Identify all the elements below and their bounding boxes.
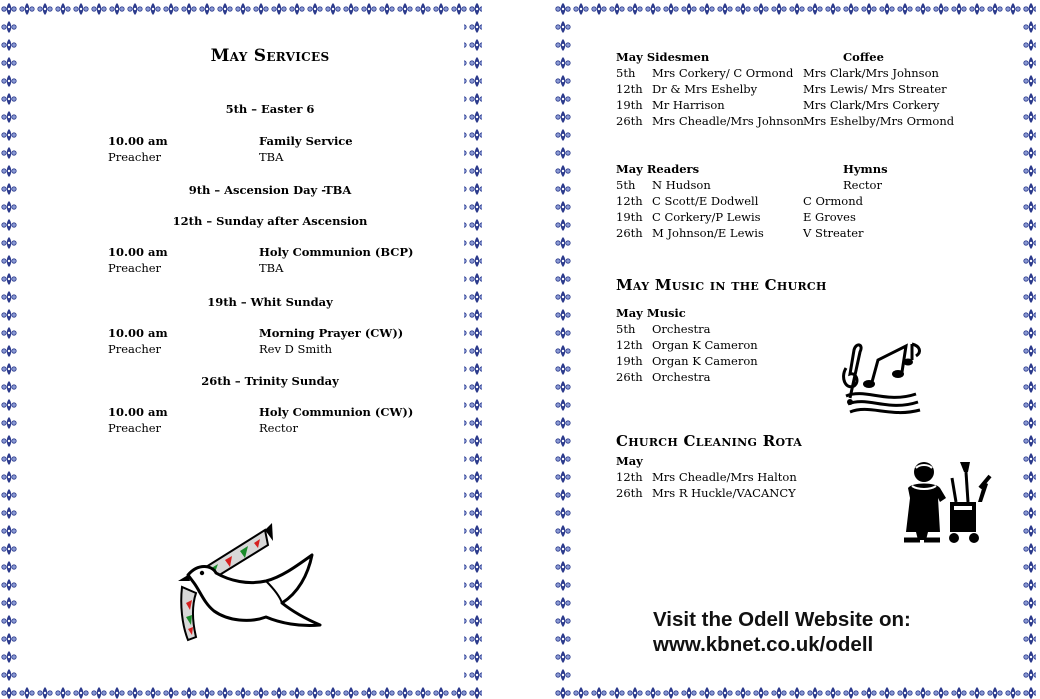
service-time-row (108, 245, 438, 261)
date-cell: 26th (616, 114, 643, 128)
sidesmen-table (616, 50, 976, 130)
readers-table (616, 162, 976, 242)
service-day: 26th – Trinity Sunday (201, 374, 339, 388)
service-time: 10.00 am (108, 405, 168, 419)
preacher-name: Rector (259, 421, 298, 435)
section-title-music: May Music in the Church (616, 276, 827, 294)
table-row (616, 114, 976, 130)
dove-icon (170, 515, 330, 650)
preacher-name: TBA (259, 261, 284, 275)
preacher-name: TBA (259, 150, 284, 164)
table-row (616, 194, 976, 210)
table-header (616, 306, 976, 322)
name-cell: Mrs Corkery/ C Ormond (652, 66, 794, 80)
date-cell: 5th (616, 66, 636, 80)
service-name: Morning Prayer (CW)) (259, 326, 404, 340)
name-cell: Mrs R Huckle/VACANCY (652, 486, 796, 500)
name-cell: Mrs Lewis/ Mrs Streater (803, 82, 947, 96)
column-header: May Sidesmen (616, 50, 710, 64)
service-day: 19th – Whit Sunday (207, 295, 333, 309)
column-header: May Readers (616, 162, 700, 176)
name-cell: Mrs Eshelby/Mrs Ormond (803, 114, 955, 128)
date-cell: 19th (616, 210, 643, 224)
name-cell: Mr Harrison (652, 98, 725, 112)
service-name: Holy Communion (BCP) (259, 245, 414, 259)
preacher-row (108, 421, 438, 437)
cleaner-icon (894, 458, 994, 548)
date-cell: 26th (616, 226, 643, 240)
service-time-row (108, 405, 438, 421)
service-name: Family Service (259, 134, 353, 148)
service-time-row (108, 326, 438, 342)
name-cell: Mrs Clark/Mrs Johnson (803, 66, 939, 80)
service-time: 10.00 am (108, 245, 168, 259)
table-row (616, 98, 976, 114)
service-day: 9th – Ascension Day -TBA (188, 183, 352, 197)
date-cell: 12th (616, 470, 643, 484)
name-cell: Organ K Cameron (652, 338, 758, 352)
name-cell: Mrs Cheadle/Mrs Halton (652, 470, 797, 484)
column-header: May Music (616, 306, 686, 320)
name-cell: C Scott/E Dodwell (652, 194, 759, 208)
table-row (616, 82, 976, 98)
date-cell: 12th (616, 82, 643, 96)
name-cell: C Ormond (803, 194, 863, 208)
name-cell: N Hudson (652, 178, 711, 192)
date-cell: 26th (616, 486, 643, 500)
services-content (108, 46, 438, 437)
website-caption: Visit the Odell Website on: (653, 608, 911, 631)
service-name: Holy Communion (CW)) (259, 405, 414, 419)
right-page (554, 0, 1036, 699)
service-day: 5th – Easter 6 (225, 102, 315, 116)
table-row (616, 178, 976, 194)
preacher-label: Preacher (108, 421, 162, 435)
preacher-row (108, 150, 438, 166)
preacher-label: Preacher (108, 342, 162, 356)
rota-content (616, 50, 976, 502)
service-time-row (108, 134, 438, 150)
name-cell: Rector (843, 178, 882, 192)
date-cell: 5th (616, 178, 636, 192)
date-cell: 12th (616, 194, 643, 208)
music-notes-icon (836, 338, 926, 418)
name-cell: M Johnson/E Lewis (652, 226, 764, 240)
table-header (616, 50, 976, 66)
service-day: 12th – Sunday after Ascension (172, 214, 368, 228)
preacher-name: Rev D Smith (259, 342, 332, 356)
name-cell: Mrs Cheadle/Mrs Johnson (652, 114, 804, 128)
service-time: 10.00 am (108, 326, 168, 340)
table-row (616, 210, 976, 226)
service-time: 10.00 am (108, 134, 168, 148)
date-cell: 19th (616, 354, 643, 368)
preacher-row (108, 261, 438, 277)
table-row (616, 66, 976, 82)
name-cell: C Corkery/P Lewis (652, 210, 761, 224)
name-cell: Orchestra (652, 322, 711, 336)
table-header (616, 162, 976, 178)
left-page (0, 0, 482, 699)
page-title: May Services (210, 46, 330, 66)
preacher-label: Preacher (108, 150, 162, 164)
column-header: May (616, 454, 643, 468)
preacher-row (108, 342, 438, 358)
name-cell: V Streater (803, 226, 864, 240)
website-block (653, 607, 983, 657)
website-url: www.kbnet.co.uk/odell (653, 633, 874, 656)
name-cell: Organ K Cameron (652, 354, 758, 368)
name-cell: Dr & Mrs Eshelby (652, 82, 758, 96)
name-cell: E Groves (803, 210, 856, 224)
section-title-cleaning: Church Cleaning Rota (616, 432, 803, 450)
name-cell: Orchestra (652, 370, 711, 384)
name-cell: Mrs Clark/Mrs Corkery (803, 98, 940, 112)
column-header: Coffee (843, 50, 884, 64)
date-cell: 5th (616, 322, 636, 336)
date-cell: 12th (616, 338, 643, 352)
preacher-label: Preacher (108, 261, 162, 275)
date-cell: 19th (616, 98, 643, 112)
table-row (616, 322, 976, 338)
column-header: Hymns (843, 162, 888, 176)
table-row (616, 226, 976, 242)
date-cell: 26th (616, 370, 643, 384)
